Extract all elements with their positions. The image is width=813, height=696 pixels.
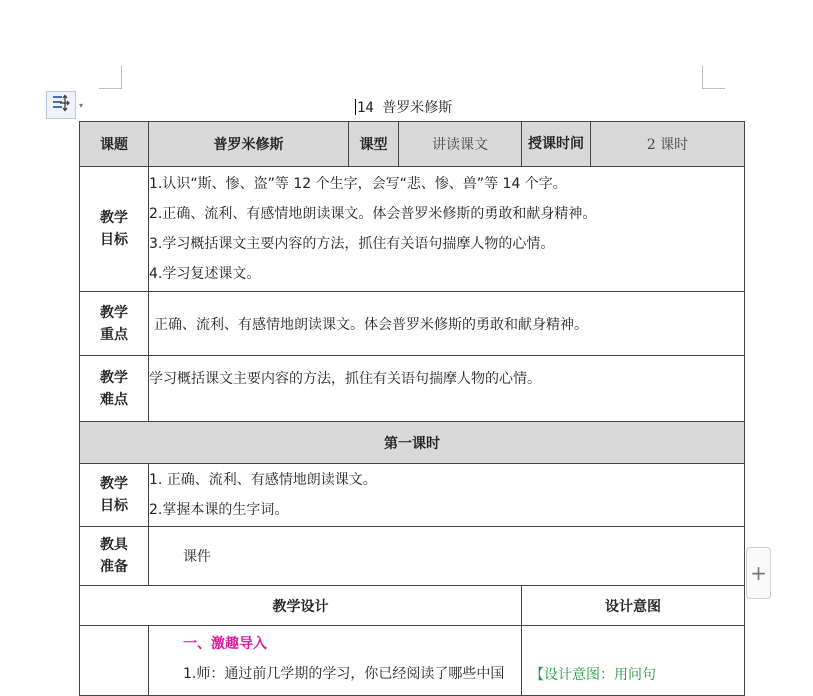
design-content: [149, 626, 522, 696]
tools-label: 教具准备: [80, 527, 149, 586]
first-lesson-header: 第一课时: [80, 422, 745, 464]
table-layout-options-button[interactable]: [46, 91, 83, 119]
intent-snippet: 【设计意图：用问句: [530, 667, 656, 683]
goal-item: 3.学习概括课文主要内容的方法，抓住有关语句揣摩人物的心情。: [149, 236, 555, 252]
lesson-goals-content: [149, 464, 745, 527]
chevron-down-icon: ▾: [78, 101, 83, 110]
lesson-goal-item: 1. 正确、流利、有感情地朗读课文。: [149, 472, 377, 488]
intent-header: 设计意图: [522, 586, 745, 626]
goals-label: 教学目标: [80, 167, 149, 292]
type-value: 讲读课文: [399, 122, 522, 167]
topic-value: 普罗米修斯: [149, 122, 349, 167]
lesson-goals-label: 教学目标: [80, 464, 149, 527]
design-index-cell: [80, 626, 149, 696]
layout-options-icon: [51, 93, 71, 117]
lesson-plan-table: [79, 121, 745, 696]
hours-label: 授课时间: [522, 122, 591, 167]
document-title[interactable]: 14 普罗米修斯: [357, 100, 453, 116]
type-label: 课型: [349, 122, 399, 167]
difficulties-text: 学习概括课文主要内容的方法，抓住有关语句揣摩人物的心情。: [149, 356, 745, 422]
topic-label: 课题: [80, 122, 149, 167]
goal-item: 2.正确、流利、有感情地朗读课文。体会普罗米修斯的勇敢和献身精神。: [149, 206, 597, 222]
intent-content: [522, 626, 745, 696]
design-line: 1.师：通过前几学期的学习，你已经阅读了哪些中国: [183, 666, 505, 682]
add-row-button[interactable]: [746, 547, 771, 599]
page-corner-mark-right: [702, 66, 725, 89]
tools-value: 课件: [149, 527, 745, 586]
key-points-text: 正确、流利、有感情地朗读课文。体会普罗米修斯的勇敢和献身精神。: [149, 292, 745, 356]
lesson-goal-item: 2.掌握本课的生字词。: [149, 502, 289, 518]
goal-item: 4.学习复述课文。: [149, 266, 261, 282]
plus-icon: +: [750, 561, 767, 585]
hours-value: 2 课时: [591, 122, 745, 167]
goals-content: [149, 167, 745, 292]
key-points-label: 教学重点: [80, 292, 149, 356]
difficulties-label: 教学难点: [80, 356, 149, 422]
page-corner-mark-left: [99, 66, 122, 89]
section-title: 一、激趣导入: [183, 636, 267, 652]
design-header: 教学设计: [80, 586, 522, 626]
goal-item: 1.认识“斯、惨、盗”等 12 个生字，会写“悲、惨、兽”等 14 个字。: [149, 176, 567, 192]
text-cursor: [355, 99, 356, 115]
